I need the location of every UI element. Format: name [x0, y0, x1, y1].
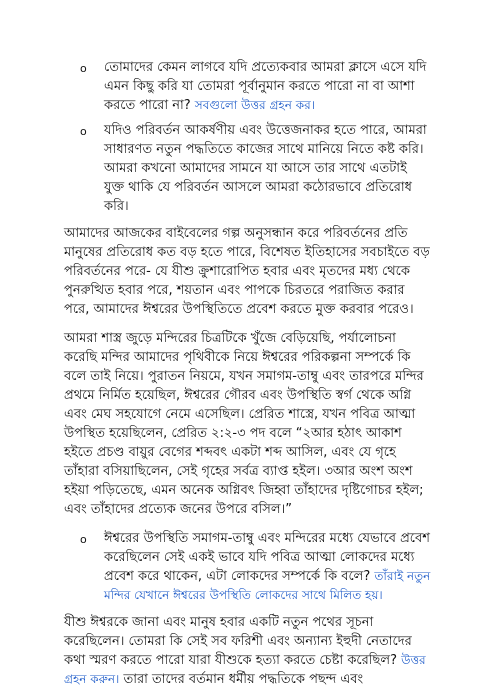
list-item-text: তোমাদের কেমন লাগবে যদি প্রত্যেকবার আমরা ক্লাসে এসে যদি এমন কিছু করি যা তোমরা পূর্বানুমান করতে পারো না বা আশা করতে পারো না? সবগুলো উত্তর গ্রহন কর।	[104, 60, 427, 113]
list-item	[80, 58, 431, 115]
paragraph: আমাদের আজকের বাইবেলের গল্প অনুসন্ধান করে পরিবর্তনের প্রতি মানুষের প্রতিরোধ কত বড় হতে পারে, বিশেষত ইতিহাসের সবচাইতে বড় পরিবর্তনের পরে- যে যীশু ক্রুশারোপিত হবার এবং মৃতদের মধ্য থেকে পুনরুত্থিত হবার পরে, শয়তান এবং পাপকে চিরতরে পরাজিত করার পরে, আমাদের ঈশ্বরের উপস্থিতিতে প্রবেশ করতে মুক্ত করবার পরেও।	[64, 226, 430, 317]
paragraph: যীশু ঈশ্বরকে জানা এবং মানুষ হবার একটি নতুন পথের সূচনা করেছিলেন। তোমরা কি সেই সব ফরিশী এবং অন্যান্য ইহুদী নেতাদের কথা স্মরণ করতে পারো যারা যীশুকে হত্যা করতে চেষ্টা করেছিল? উত্তর গ্রহন করুন। তারা তাদের বর্তমান ধর্মীয় পদ্ধতিকে পছন্দ এবং	[64, 615, 426, 687]
bullet-marker: o	[80, 125, 87, 138]
teacher-answer: সবগুলো উত্তর গ্রহন কর।	[194, 98, 316, 112]
bullet-marker: o	[80, 62, 87, 75]
list-item-text: ঈশ্বরের উপস্থিতি সমাগম-তাম্বু এবং মন্দিরের মধ্যে যেভাবে প্রবেশ করেছিলেন সেই একই ভাবে যদি পবিত্র আত্মা লোকদের মধ্যে প্রবেশ করে থাকেন, এটা লোকদের সম্পর্কে কি বলে? তাঁরাই নতুন মন্দির যেখানে ঈশ্বরের উপস্থিতি লোকদের সাথে মিলিত হয়।	[104, 531, 431, 602]
bullet-marker: o	[80, 533, 87, 546]
list-item	[80, 529, 431, 605]
teacher-answer: তাঁরাই নতুন মন্দির যেখানে ঈশ্বরের উপস্থিতি লোকদের সাথে মিলিত হয়।	[104, 569, 431, 602]
teacher-answer: উত্তর গ্রহন করুন।	[64, 653, 426, 686]
paragraph: আমরা শাস্ত্র জুড়ে মন্দিরের চিত্রটিকে খুঁজে বেড়িয়েছি, পর্যালোচনা করেছি মন্দির আমাদের পৃথিবীকে নিয়ে ঈশ্বরের পরিকল্পনা সম্পর্কে কি বলে তাই নিয়ে। পুরাতন নিয়মে, যখন সমাগম-তাম্বু এবং তারপরে মন্দির প্রথমে নির্মিত হয়েছিল, ঈশ্বরের গৌরব এবং উপস্থিতি স্বর্গ থেকে অগ্নি এবং মেঘ সহযোগে নেমে এসেছিল। প্রেরিত শাস্ত্রে, যখন পবিত্র আত্মা উপস্থিত হয়েছিলেন, প্রেরিত ২:২-৩ পদ বলে “২আর হঠাৎ আকাশ হইতে প্রচণ্ড বায়ুর বেগের শব্দবৎ একটা শব্দ আসিল, এবং যে গৃহে তাঁহারা বসিয়াছিলেন, সেই গৃহের সর্বত্র ব্যাপ্ত হইল। ৩আর অংশ অংশ হইয়া পড়িতেছে, এমন অনেক অগ্নিবৎ জিহ্বা তাঁহাদের দৃষ্টিগোচর হইল; এবং তাঁহাদের প্রত্যেক জনের উপরে বসিল।”	[64, 331, 424, 517]
list-item-text: যদিও পরিবর্তন আকর্ষণীয় এবং উত্তেজনাকর হতে পারে, আমরা সাধারণত নতুন পদ্ধতিতে কাজের সাথে মানিয়ে নিতে কষ্ট করি। আমরা কখনো আমাদের সামনে যা আসে তার সাথে এতটাই যুক্ত থাকি যে পরিবর্তন আসলে আমরা কঠোরভাবে প্রতিরোধ করি।	[104, 123, 427, 214]
list-item	[80, 121, 431, 216]
